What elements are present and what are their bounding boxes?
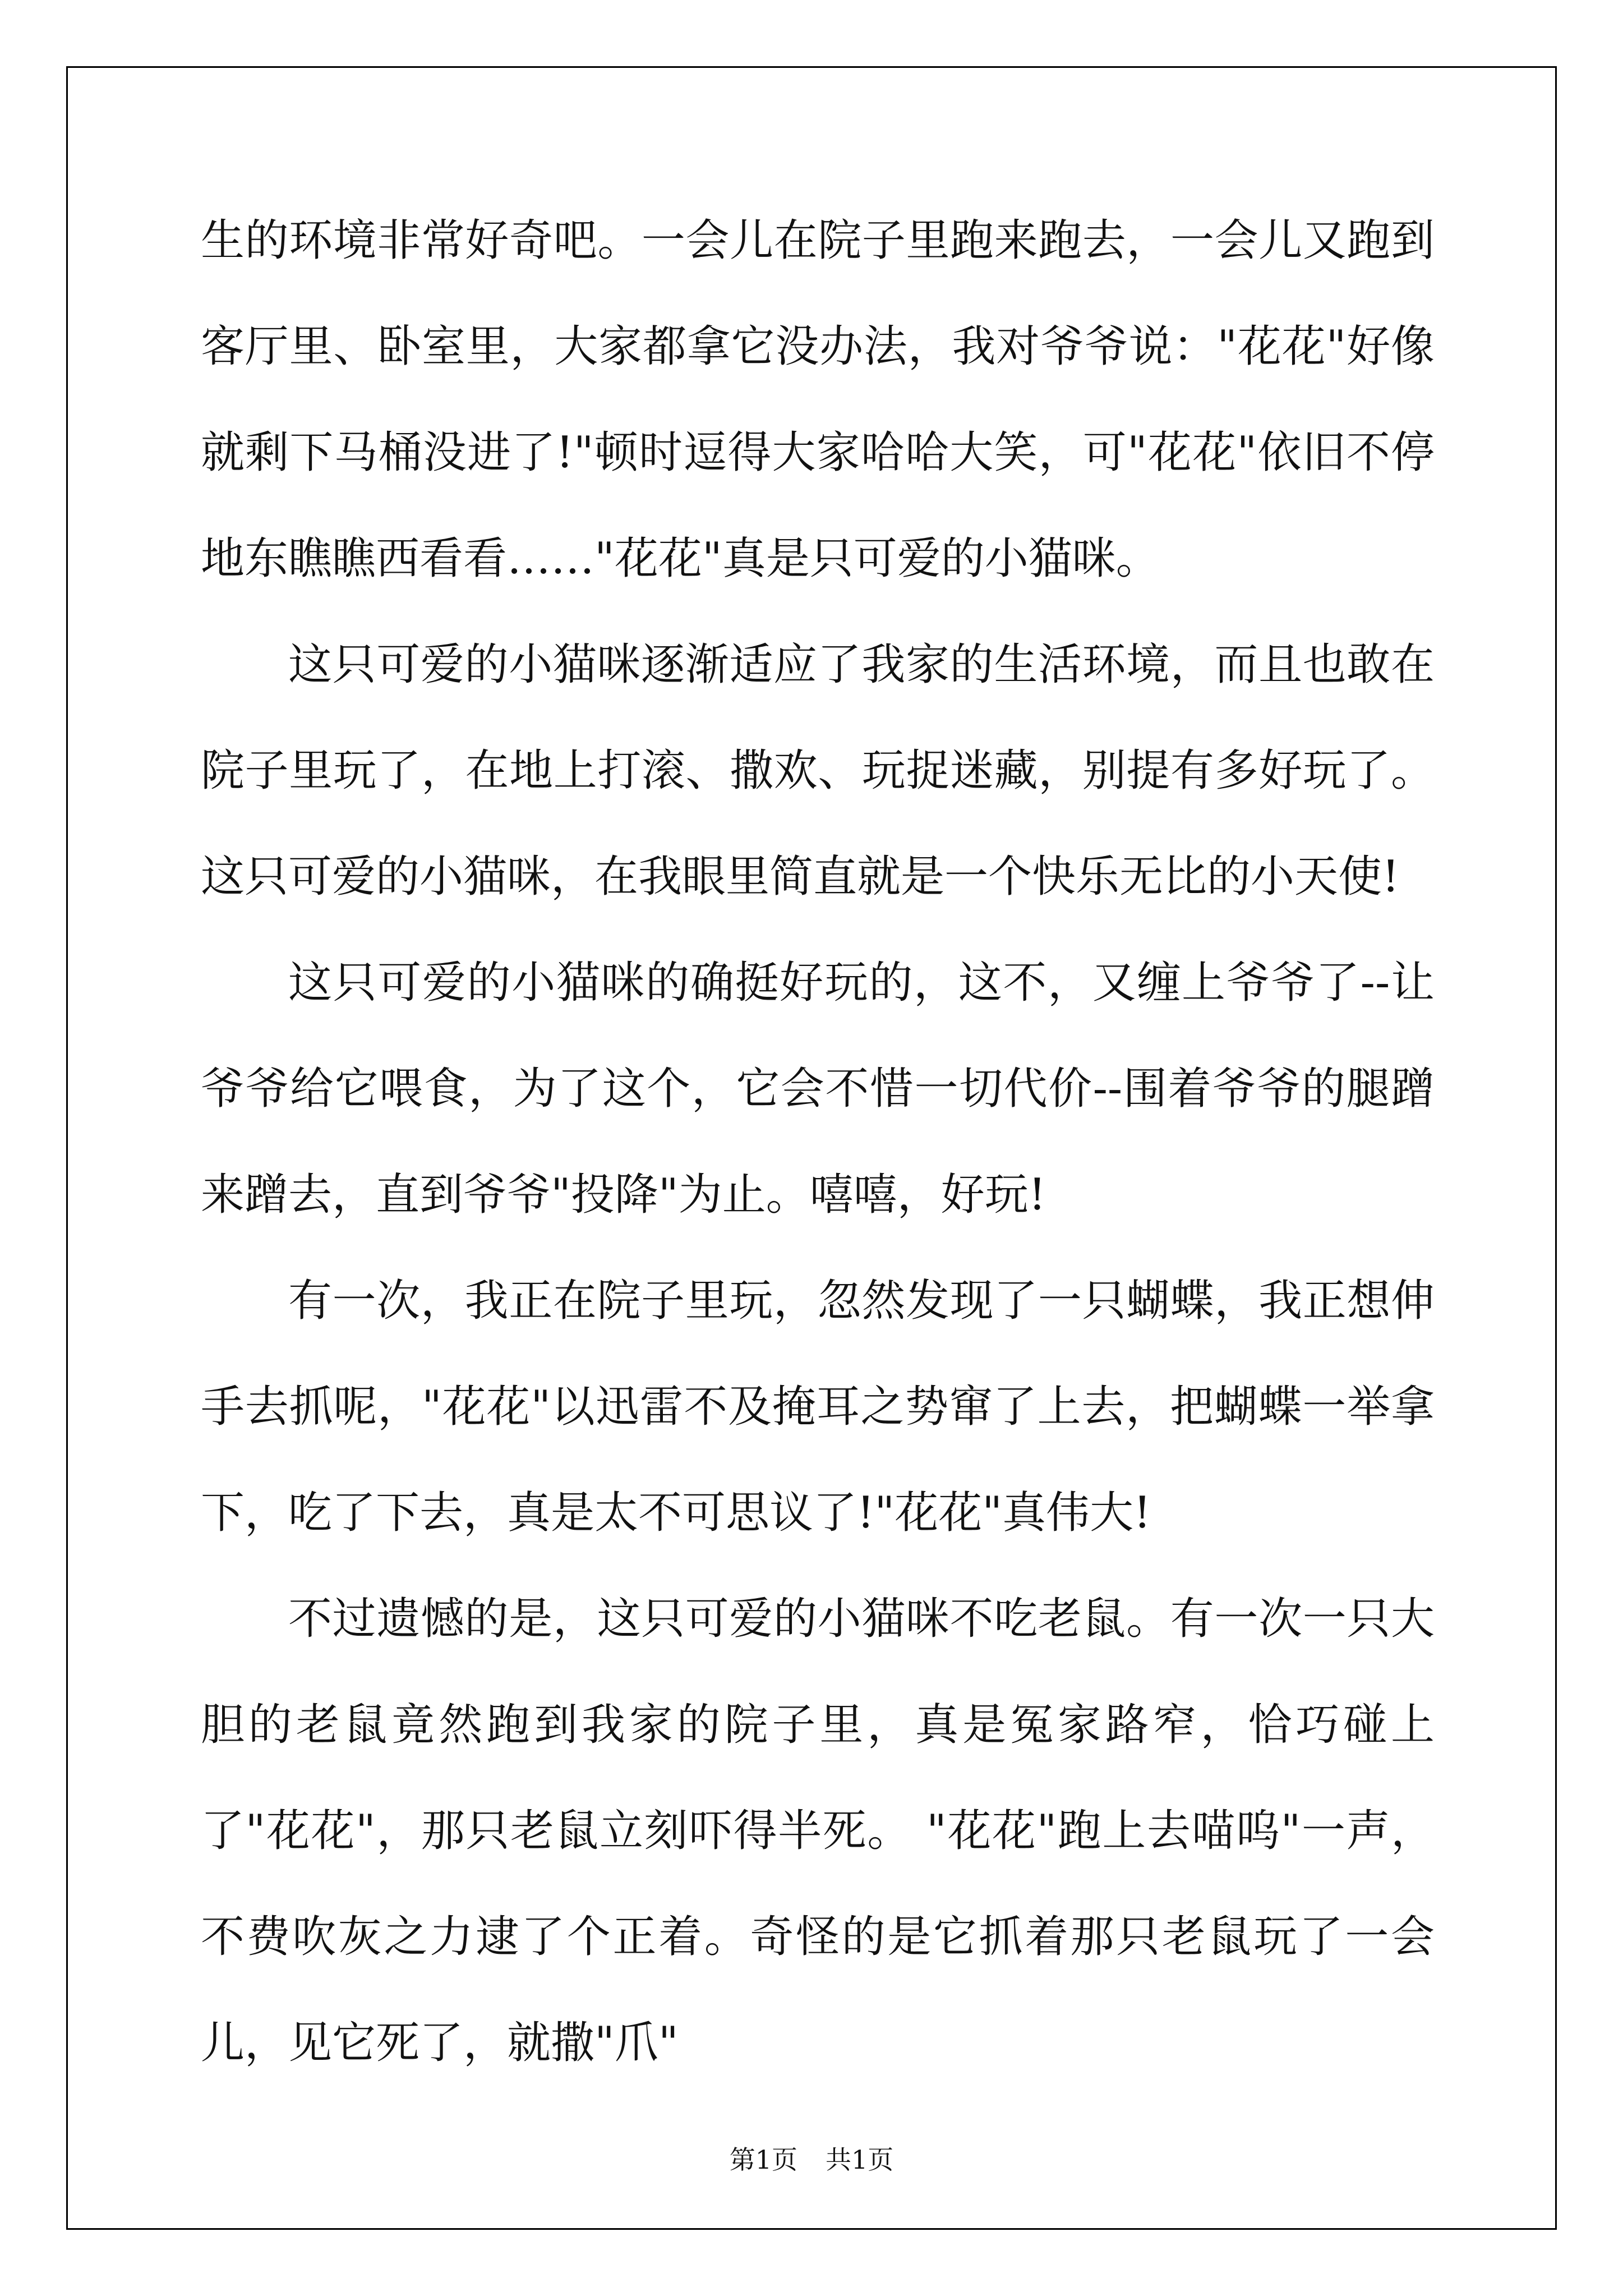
paragraph-2: 这只可爱的小猫咪逐渐适应了我家的生活环境，而且也敢在院子里玩了，在地上打滚、撒欢、玩捉迷藏，别提有多好玩了。这只可爱的小猫咪，在我眼里简直就是一个快乐无比的小天使! [201, 639, 1435, 902]
paragraph-3: 这只可爱的小猫咪的确挺好玩的，这不，又缠上爷爷了--让爷爷给它喂食，为了这个，它会不惜一切代价--围着爷爷的腿蹭来蹭去，直到爷爷"投降"为止。嘻嘻，好玩! [201, 958, 1435, 1220]
page-total: 共1页 [826, 2145, 894, 2175]
page-number: 第1页 [729, 2145, 797, 2175]
document-body [201, 188, 1435, 2096]
page-footer [0, 2143, 1623, 2177]
paragraph-5: 不过遗憾的是，这只可爱的小猫咪不吃老鼠。有一次一只大胆的老鼠竟然跑到我家的院子里，真是冤家路窄，恰巧碰上了"花花"，那只老鼠立刻吓得半死。 "花花"跑上去喵呜"一声，不费吹灰之力逮了个正着。奇怪的是它抓着那只老鼠玩了一会儿，见它死了，就撒"爪" [201, 1594, 1435, 2068]
paragraph-4: 有一次，我正在院子里玩，忽然发现了一只蝴蝶，我正想伸手去抓呢，"花花"以迅雷不及掩耳之势窜了上去，把蝴蝶一举拿下，吃了下去，真是太不可思议了!"花花"真伟大! [201, 1276, 1435, 1538]
paragraph-1: 生的环境非常好奇吧。一会儿在院子里跑来跑去，一会儿又跑到客厅里、卧室里，大家都拿它没办法，我对爷爷说："花花"好像就剩下马桶没进了!"顿时逗得大家哈哈大笑，可"花花"依旧不停地东瞧瞧西看看……"花花"真是只可爱的小猫咪。 [201, 215, 1435, 584]
